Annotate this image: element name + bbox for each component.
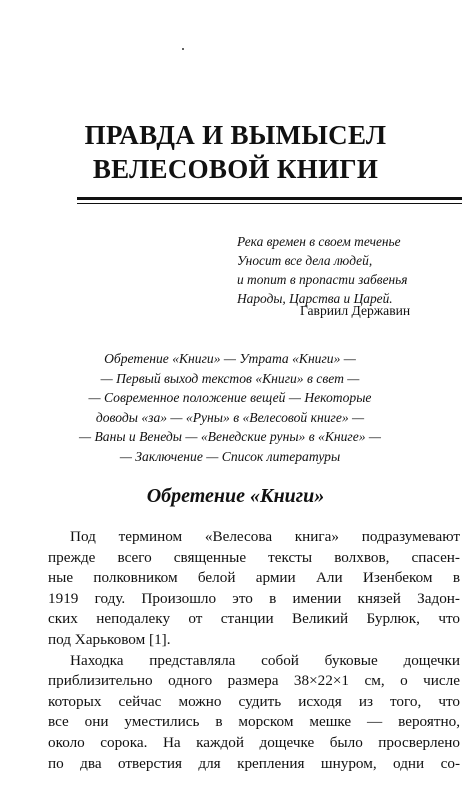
epigraph-line: Уносит все дела людей,: [237, 253, 373, 268]
contents-line: Обретение «Книги» — Утрата «Книги» —: [104, 351, 356, 366]
contents-line: — Первый выход текстов «Книги» в свет —: [100, 370, 360, 386]
paragraph: [48, 527, 460, 651]
text-line: под Харьковом [1].: [48, 630, 171, 648]
epigraph-line: Народы, Царства и Царей.: [237, 291, 393, 306]
contents-line: — Ваны и Венеды — «Венедские руны» в «Книге» —: [78, 429, 382, 444]
chapter-contents: [20, 349, 440, 466]
epigraph-author: Гавриил Державин: [300, 303, 411, 318]
contents-line: доводы «за» — «Руны» в «Велесовой книге» —: [95, 409, 365, 425]
epigraph-line: и топит в пропасти забвенья: [237, 272, 408, 287]
chapter-title-line-2: ВЕЛЕСОВОЙ КНИГИ: [92, 154, 379, 184]
paragraph: [48, 651, 460, 775]
text-line: ные полковником белой армии Али Изенбеком в: [48, 569, 460, 587]
text-line: ских неподалеку от станции Великий Бурлюк, что: [48, 610, 460, 628]
body-text: [48, 527, 460, 774]
speck-mark: [182, 48, 184, 50]
contents-line: — Заключение — Список литературы: [119, 448, 341, 464]
section-heading: Обретение «Книги»: [146, 485, 325, 507]
epigraph-line: Река времен в своем теченье: [237, 234, 401, 249]
text-line: по два отверстия для крепления шнуром, одни со-: [48, 754, 460, 772]
contents-line: — Современное положение вещей — Некоторые: [88, 390, 372, 405]
text-line: около сорока. На каждой дощечке было просверлено: [48, 733, 460, 751]
text-line: Под термином «Велесова книга» подразумевают: [70, 528, 460, 545]
chapter-title-line-1: ПРАВДА И ВЫМЫСЕЛ: [84, 120, 387, 150]
text-line: 1919 году. Произошло это в имении князей Задон-: [48, 589, 460, 607]
text-line: все они уместились в морском мешке — вероятно,: [48, 713, 460, 731]
text-line: которых сейчас можно судить исходя из того, что: [48, 692, 460, 710]
title-rule-thin: [77, 203, 462, 204]
title-rule-thick: [77, 197, 462, 200]
epigraph: [237, 232, 407, 308]
text-line: Находка представляла собой буковые дощечки: [70, 651, 460, 669]
text-line: приблизительно одного размера 38×22×1 см, о числе: [48, 672, 460, 690]
text-line: прежде всего священные тексты волхвов, спасен-: [48, 548, 460, 566]
